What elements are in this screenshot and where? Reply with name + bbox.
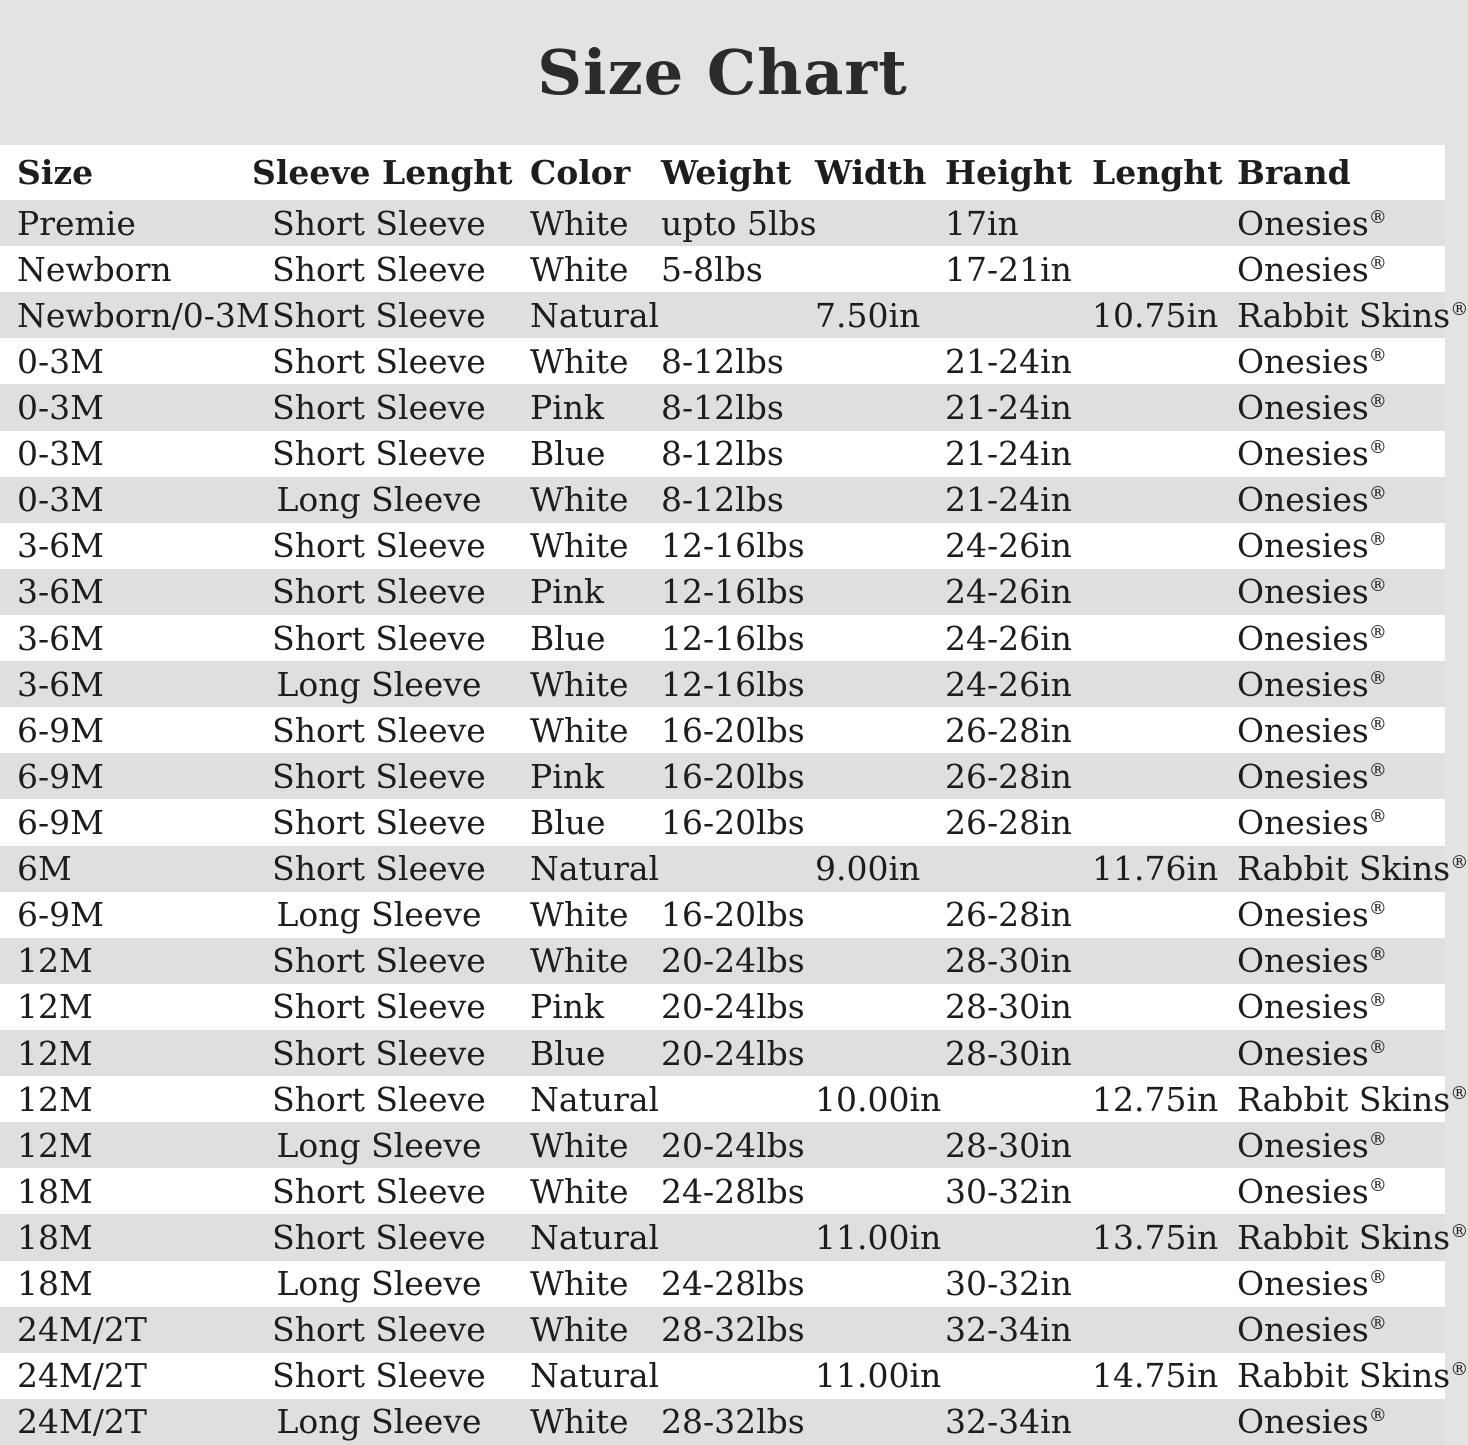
brand-name: Onesies bbox=[1237, 710, 1369, 750]
table-row bbox=[0, 615, 1445, 661]
brand-registered-mark: ® bbox=[1368, 944, 1387, 966]
cell-sleeve-length: Long Sleeve bbox=[276, 1264, 482, 1304]
brand-registered-mark: ® bbox=[1450, 1359, 1468, 1381]
brand-registered-mark: ® bbox=[1368, 483, 1387, 505]
cell-height: 24-26in bbox=[945, 664, 1072, 704]
cell-sleeve-length: Short Sleeve bbox=[272, 710, 486, 750]
cell-brand bbox=[1226, 711, 1445, 750]
brand-name: Onesies bbox=[1237, 1310, 1369, 1350]
cell-color: White bbox=[530, 710, 629, 750]
cell-color: Blue bbox=[530, 802, 606, 842]
cell-size: 3-6M bbox=[17, 572, 104, 612]
cell-height: 26-28in bbox=[945, 710, 1072, 750]
cell-brand bbox=[1226, 665, 1445, 704]
brand-name: Rabbit Skins bbox=[1237, 295, 1451, 335]
cell-width: 11.00in bbox=[815, 1356, 942, 1396]
cell-color: Blue bbox=[530, 1033, 606, 1073]
table-row bbox=[0, 431, 1445, 477]
cell-sleeve-length: Long Sleeve bbox=[276, 664, 482, 704]
cell-brand bbox=[1226, 204, 1445, 243]
cell-brand bbox=[1226, 1079, 1468, 1119]
cell-size: 0-3M bbox=[17, 480, 104, 520]
cell-brand bbox=[1226, 757, 1445, 796]
brand-name: Onesies bbox=[1237, 895, 1369, 935]
cell-color: White bbox=[530, 1310, 629, 1350]
cell-size: 6-9M bbox=[17, 756, 104, 796]
cell-color: White bbox=[530, 249, 629, 289]
cell-brand bbox=[1226, 987, 1445, 1026]
brand-name: Onesies bbox=[1237, 526, 1369, 566]
cell-sleeve-length: Short Sleeve bbox=[272, 756, 486, 796]
cell-brand bbox=[1226, 295, 1468, 335]
brand-registered-mark: ® bbox=[1368, 1128, 1387, 1150]
cell-sleeve-length: Short Sleeve bbox=[272, 1079, 486, 1119]
brand-name: Onesies bbox=[1237, 1402, 1369, 1442]
cell-brand bbox=[1226, 250, 1445, 289]
brand-name: Onesies bbox=[1237, 572, 1369, 612]
table-row bbox=[0, 846, 1468, 892]
cell-weight: 16-20lbs bbox=[661, 895, 805, 935]
column-header-brand: Brand bbox=[1237, 153, 1351, 192]
cell-color: Natural bbox=[530, 849, 660, 889]
cell-color: White bbox=[530, 1402, 629, 1442]
table-row bbox=[0, 246, 1445, 292]
brand-registered-mark: ® bbox=[1368, 759, 1387, 781]
brand-name: Onesies bbox=[1237, 941, 1369, 981]
cell-weight: 8-12lbs bbox=[661, 480, 784, 520]
cell-color: Pink bbox=[530, 756, 605, 796]
cell-weight: 12-16lbs bbox=[661, 618, 805, 658]
column-header-sleeve: Sleeve Lenght bbox=[252, 153, 513, 192]
cell-weight: 24-28lbs bbox=[661, 1264, 805, 1304]
brand-registered-mark: ® bbox=[1368, 206, 1387, 228]
cell-color: White bbox=[530, 526, 629, 566]
cell-weight: 5-8lbs bbox=[661, 249, 763, 289]
table-row bbox=[0, 1399, 1445, 1445]
cell-size: 0-3M bbox=[17, 434, 104, 474]
cell-color: White bbox=[530, 895, 629, 935]
cell-sleeve-length: Short Sleeve bbox=[272, 987, 486, 1027]
cell-size: Newborn bbox=[17, 249, 172, 289]
cell-length: 14.75in bbox=[1092, 1356, 1219, 1396]
cell-color: White bbox=[530, 1171, 629, 1211]
cell-width: 11.00in bbox=[815, 1217, 942, 1257]
table-row bbox=[0, 799, 1445, 845]
brand-registered-mark: ® bbox=[1450, 1082, 1468, 1104]
cell-size: 24M/2T bbox=[17, 1310, 147, 1350]
column-header-length: Lenght bbox=[1092, 153, 1223, 192]
cell-size: 12M bbox=[17, 1033, 93, 1073]
cell-size: 0-3M bbox=[17, 341, 104, 381]
cell-sleeve-length: Long Sleeve bbox=[276, 1402, 482, 1442]
cell-sleeve-length: Short Sleeve bbox=[272, 1356, 486, 1396]
table-row bbox=[0, 384, 1445, 430]
cell-height: 30-32in bbox=[945, 1264, 1072, 1304]
cell-brand bbox=[1226, 434, 1445, 473]
column-header-width: Width bbox=[815, 153, 927, 192]
brand-registered-mark: ® bbox=[1450, 298, 1468, 320]
cell-size: 3-6M bbox=[17, 618, 104, 658]
cell-color: White bbox=[530, 941, 629, 981]
brand-name: Onesies bbox=[1237, 802, 1369, 842]
cell-size: 24M/2T bbox=[17, 1402, 147, 1442]
cell-weight: 20-24lbs bbox=[661, 987, 805, 1027]
page-title: Size Chart bbox=[537, 36, 908, 109]
cell-sleeve-length: Short Sleeve bbox=[272, 618, 486, 658]
brand-registered-mark: ® bbox=[1368, 713, 1387, 735]
cell-color: White bbox=[530, 1264, 629, 1304]
cell-size: 18M bbox=[17, 1264, 93, 1304]
cell-weight: upto 5lbs bbox=[661, 203, 817, 243]
brand-name: Onesies bbox=[1237, 1171, 1369, 1211]
table-row bbox=[0, 892, 1445, 938]
brand-registered-mark: ® bbox=[1368, 898, 1387, 920]
cell-size: 6-9M bbox=[17, 802, 104, 842]
cell-brand bbox=[1226, 1126, 1445, 1165]
brand-registered-mark: ® bbox=[1368, 621, 1387, 643]
column-header-color: Color bbox=[530, 153, 631, 192]
cell-height: 24-26in bbox=[945, 526, 1072, 566]
cell-size: 3-6M bbox=[17, 664, 104, 704]
table-row bbox=[0, 292, 1468, 338]
cell-weight: 20-24lbs bbox=[661, 1125, 805, 1165]
cell-weight: 16-20lbs bbox=[661, 756, 805, 796]
cell-length: 12.75in bbox=[1092, 1079, 1219, 1119]
brand-registered-mark: ® bbox=[1368, 1405, 1387, 1427]
cell-height: 26-28in bbox=[945, 756, 1072, 796]
table-row bbox=[0, 523, 1445, 569]
brand-name: Onesies bbox=[1237, 618, 1369, 658]
table-row bbox=[0, 1030, 1445, 1076]
cell-sleeve-length: Short Sleeve bbox=[272, 802, 486, 842]
cell-brand bbox=[1226, 941, 1445, 980]
cell-height: 32-34in bbox=[945, 1310, 1072, 1350]
cell-weight: 24-28lbs bbox=[661, 1171, 805, 1211]
cell-height: 28-30in bbox=[945, 941, 1072, 981]
column-header-height: Height bbox=[945, 153, 1073, 192]
cell-weight: 12-16lbs bbox=[661, 526, 805, 566]
table-row bbox=[0, 1168, 1445, 1214]
cell-length: 10.75in bbox=[1092, 295, 1219, 335]
cell-brand bbox=[1226, 1264, 1445, 1303]
table-row bbox=[0, 200, 1445, 246]
cell-brand bbox=[1226, 1172, 1445, 1211]
cell-height: 28-30in bbox=[945, 987, 1072, 1027]
cell-weight: 20-24lbs bbox=[661, 1033, 805, 1073]
cell-size: Premie bbox=[17, 203, 136, 243]
cell-size: 0-3M bbox=[17, 387, 104, 427]
cell-brand bbox=[1226, 1217, 1468, 1257]
cell-color: White bbox=[530, 664, 629, 704]
cell-size: 6-9M bbox=[17, 895, 104, 935]
cell-length: 11.76in bbox=[1092, 849, 1219, 889]
brand-registered-mark: ® bbox=[1368, 1313, 1387, 1335]
brand-registered-mark: ® bbox=[1368, 529, 1387, 551]
table-row bbox=[0, 1307, 1445, 1353]
cell-sleeve-length: Short Sleeve bbox=[272, 249, 486, 289]
brand-name: Onesies bbox=[1237, 664, 1369, 704]
cell-weight: 12-16lbs bbox=[661, 572, 805, 612]
brand-name: Onesies bbox=[1237, 756, 1369, 796]
cell-size: 12M bbox=[17, 941, 93, 981]
cell-sleeve-length: Short Sleeve bbox=[272, 572, 486, 612]
cell-height: 28-30in bbox=[945, 1125, 1072, 1165]
cell-brand bbox=[1226, 1310, 1445, 1349]
cell-brand bbox=[1226, 895, 1445, 934]
cell-width: 9.00in bbox=[815, 849, 921, 889]
cell-size: 12M bbox=[17, 1079, 93, 1119]
title-bar bbox=[0, 0, 1445, 145]
cell-height: 17-21in bbox=[945, 249, 1072, 289]
brand-name: Onesies bbox=[1237, 987, 1369, 1027]
cell-sleeve-length: Short Sleeve bbox=[272, 526, 486, 566]
cell-weight: 16-20lbs bbox=[661, 710, 805, 750]
brand-registered-mark: ® bbox=[1368, 1036, 1387, 1058]
brand-registered-mark: ® bbox=[1368, 344, 1387, 366]
cell-height: 30-32in bbox=[945, 1171, 1072, 1211]
brand-name: Onesies bbox=[1237, 203, 1369, 243]
cell-sleeve-length: Short Sleeve bbox=[272, 1217, 486, 1257]
cell-width: 7.50in bbox=[815, 295, 921, 335]
cell-height: 26-28in bbox=[945, 802, 1072, 842]
cell-sleeve-length: Short Sleeve bbox=[272, 203, 486, 243]
brand-name: Onesies bbox=[1237, 434, 1369, 474]
cell-color: Blue bbox=[530, 434, 606, 474]
brand-name: Onesies bbox=[1237, 1125, 1369, 1165]
cell-color: Natural bbox=[530, 1079, 660, 1119]
cell-height: 24-26in bbox=[945, 572, 1072, 612]
cell-width: 10.00in bbox=[815, 1079, 942, 1119]
cell-brand bbox=[1226, 849, 1468, 889]
brand-name: Onesies bbox=[1237, 1033, 1369, 1073]
cell-color: Blue bbox=[530, 618, 606, 658]
cell-brand bbox=[1226, 1034, 1445, 1073]
cell-height: 21-24in bbox=[945, 387, 1072, 427]
size-chart-table bbox=[0, 200, 1468, 1445]
table-row bbox=[0, 338, 1445, 384]
table-header-row bbox=[0, 145, 1445, 200]
table-row bbox=[0, 1261, 1445, 1307]
cell-brand bbox=[1226, 526, 1445, 565]
cell-sleeve-length: Long Sleeve bbox=[276, 1125, 482, 1165]
cell-brand bbox=[1226, 803, 1445, 842]
brand-name: Onesies bbox=[1237, 480, 1369, 520]
cell-height: 26-28in bbox=[945, 895, 1072, 935]
brand-registered-mark: ® bbox=[1368, 990, 1387, 1012]
cell-sleeve-length: Short Sleeve bbox=[272, 341, 486, 381]
brand-registered-mark: ® bbox=[1368, 437, 1387, 459]
cell-color: Natural bbox=[530, 1356, 660, 1396]
table-row bbox=[0, 569, 1445, 615]
brand-name: Rabbit Skins bbox=[1237, 1079, 1451, 1119]
cell-sleeve-length: Long Sleeve bbox=[276, 895, 482, 935]
cell-color: Pink bbox=[530, 987, 605, 1027]
brand-registered-mark: ® bbox=[1368, 390, 1387, 412]
brand-name: Onesies bbox=[1237, 341, 1369, 381]
cell-size: 12M bbox=[17, 987, 93, 1027]
brand-registered-mark: ® bbox=[1368, 667, 1387, 689]
cell-weight: 28-32lbs bbox=[661, 1402, 805, 1442]
cell-brand bbox=[1226, 1402, 1445, 1441]
cell-size: 3-6M bbox=[17, 526, 104, 566]
cell-weight: 12-16lbs bbox=[661, 664, 805, 704]
brand-registered-mark: ® bbox=[1368, 252, 1387, 274]
cell-weight: 28-32lbs bbox=[661, 1310, 805, 1350]
cell-weight: 8-12lbs bbox=[661, 341, 784, 381]
cell-size: 18M bbox=[17, 1171, 93, 1211]
brand-registered-mark: ® bbox=[1368, 1267, 1387, 1289]
cell-color: White bbox=[530, 203, 629, 243]
brand-name: Rabbit Skins bbox=[1237, 849, 1451, 889]
cell-brand bbox=[1226, 1356, 1468, 1396]
table-row bbox=[0, 707, 1445, 753]
cell-sleeve-length: Short Sleeve bbox=[272, 1171, 486, 1211]
brand-name: Onesies bbox=[1237, 1264, 1369, 1304]
cell-weight: 20-24lbs bbox=[661, 941, 805, 981]
cell-color: Pink bbox=[530, 387, 605, 427]
cell-height: 21-24in bbox=[945, 434, 1072, 474]
table-row bbox=[0, 938, 1445, 984]
cell-height: 21-24in bbox=[945, 480, 1072, 520]
brand-registered-mark: ® bbox=[1368, 1174, 1387, 1196]
brand-registered-mark: ® bbox=[1368, 805, 1387, 827]
brand-registered-mark: ® bbox=[1450, 1220, 1468, 1242]
cell-brand bbox=[1226, 619, 1445, 658]
cell-sleeve-length: Long Sleeve bbox=[276, 480, 482, 520]
table-row bbox=[0, 753, 1445, 799]
brand-registered-mark: ® bbox=[1450, 852, 1468, 874]
table-row bbox=[0, 661, 1445, 707]
cell-color: White bbox=[530, 1125, 629, 1165]
table-row bbox=[0, 1122, 1445, 1168]
brand-name: Rabbit Skins bbox=[1237, 1217, 1451, 1257]
cell-weight: 16-20lbs bbox=[661, 802, 805, 842]
cell-sleeve-length: Short Sleeve bbox=[272, 434, 486, 474]
cell-weight: 8-12lbs bbox=[661, 434, 784, 474]
cell-height: 32-34in bbox=[945, 1402, 1072, 1442]
brand-name: Onesies bbox=[1237, 249, 1369, 289]
cell-size: 18M bbox=[17, 1217, 93, 1257]
cell-size: 6M bbox=[17, 849, 72, 889]
cell-color: Pink bbox=[530, 572, 605, 612]
brand-name: Rabbit Skins bbox=[1237, 1356, 1451, 1396]
cell-height: 17in bbox=[945, 203, 1019, 243]
cell-size: Newborn/0-3M bbox=[17, 295, 270, 335]
cell-height: 24-26in bbox=[945, 618, 1072, 658]
cell-brand bbox=[1226, 572, 1445, 611]
table-row bbox=[0, 1076, 1468, 1122]
cell-color: White bbox=[530, 480, 629, 520]
cell-length: 13.75in bbox=[1092, 1217, 1219, 1257]
table-row bbox=[0, 477, 1445, 523]
cell-height: 21-24in bbox=[945, 341, 1072, 381]
cell-sleeve-length: Short Sleeve bbox=[272, 1310, 486, 1350]
cell-brand bbox=[1226, 388, 1445, 427]
cell-brand bbox=[1226, 342, 1445, 381]
cell-sleeve-length: Short Sleeve bbox=[272, 1033, 486, 1073]
cell-sleeve-length: Short Sleeve bbox=[272, 295, 486, 335]
cell-color: Natural bbox=[530, 1217, 660, 1257]
cell-size: 24M/2T bbox=[17, 1356, 147, 1396]
cell-size: 6-9M bbox=[17, 710, 104, 750]
table-row bbox=[0, 1214, 1468, 1260]
brand-name: Onesies bbox=[1237, 387, 1369, 427]
cell-weight: 8-12lbs bbox=[661, 387, 784, 427]
cell-color: White bbox=[530, 341, 629, 381]
table-row bbox=[0, 1353, 1468, 1399]
cell-sleeve-length: Short Sleeve bbox=[272, 849, 486, 889]
cell-size: 12M bbox=[17, 1125, 93, 1165]
column-header-size: Size bbox=[17, 153, 94, 192]
cell-color: Natural bbox=[530, 295, 660, 335]
cell-sleeve-length: Short Sleeve bbox=[272, 941, 486, 981]
cell-brand bbox=[1226, 480, 1445, 519]
cell-height: 28-30in bbox=[945, 1033, 1072, 1073]
table-row bbox=[0, 984, 1445, 1030]
brand-registered-mark: ® bbox=[1368, 575, 1387, 597]
column-header-weight: Weight bbox=[661, 153, 792, 192]
cell-sleeve-length: Short Sleeve bbox=[272, 387, 486, 427]
